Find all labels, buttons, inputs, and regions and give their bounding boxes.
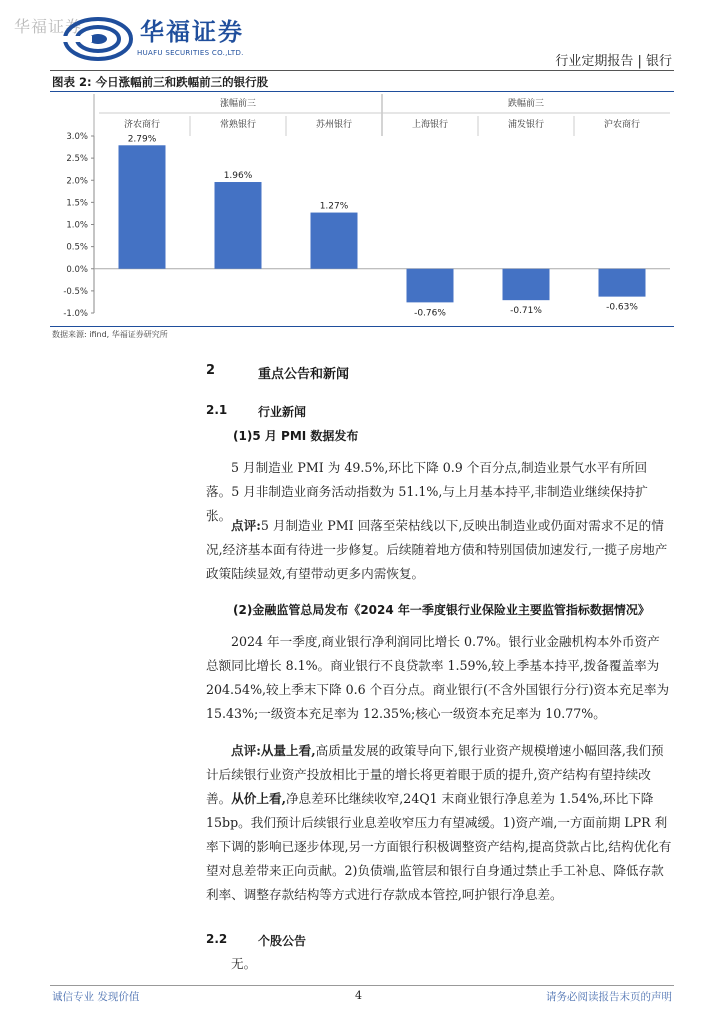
bar [119,145,166,268]
y-tick-label: 2.0% [66,176,88,187]
category-label: 沪农商行 [603,120,641,130]
y-tick-label: 0.5% [66,242,88,253]
comment-emphasis: 从量上看, [260,743,316,758]
y-tick-label: -0.5% [63,286,88,297]
footer-slogan: 诚信专业 发现价值 [52,991,140,1003]
category-label: 浦发银行 [507,120,545,130]
subsection-title: 行业新闻 [258,405,307,419]
y-tick-label: 0.0% [66,264,88,275]
footer-divider [50,985,674,986]
bar [503,269,550,300]
bar [407,269,454,303]
comment-emphasis: 从价上看, [231,791,286,806]
group-label: 跌幅前三 [507,99,545,109]
section-number: 2 [206,363,216,378]
subsection-number: 2.2 [206,932,228,946]
header-divider [50,70,674,71]
comment-paragraph [206,739,672,907]
figure-bottom-rule [50,326,674,327]
subsection-number: 2.1 [206,403,228,417]
category-label: 苏州银行 [315,120,353,130]
news-paragraph: 2024 年一季度,商业银行净利润同比增长 0.7%。银行业金融机构本外币资产总额同比增长 8.1%。商业银行不良贷款率 1.59%,较上季基本持平,拨备覆盖率为 204.54%,较上季末下降 0.6 个百分点。商业银行(不含外国银行分行)资本充足率为 15.43%;一级资本充足率为 12.35%;核心一级资本充足率为 10.77%。 [206,634,670,721]
subsection-title: 个股公告 [258,934,307,948]
document-type: 行业定期报告 | 银行 [555,54,672,69]
data-label: 2.79% [127,134,157,145]
stock-announcement-text: 无。 [231,956,257,971]
figure-title: 图表 2: 今日涨幅前三和跌幅前三的银行股 [52,75,269,89]
y-tick-label: 2.5% [66,154,88,165]
news-paragraph: 5 月制造业 PMI 为 49.5%,环比下降 0.9 个百分点,制造业景气水平有所回落。5 月非制造业商务活动指数为 51.1%,与上月基本持平,非制造业继续保持扩张。 [206,460,648,523]
data-label: 1.96% [223,171,253,182]
bar [599,269,646,297]
company-logo-icon [62,16,134,62]
category-label: 济农商行 [123,120,161,130]
data-label: -0.71% [510,306,542,317]
page-number: 4 [355,989,362,1002]
comment-text: 净息差环比继续收窄,24Q1 末商业银行净息差为 1.54%,环比下降 15bp。我们预计后续银行业息差收窄压力有望减缓。1)资产端,一方面前期 LPR 利率下调的影响已逐步体现,另一方面银行积极调整资产结构,提高贷款占比,结构优化有望对息差带来正向贡献。2)负债端,监管层和银行自身通过禁止手工补息、降低存款利率、调整存款结构等方式进行存款成本管控,呵护银行净息差。 [206,791,672,902]
data-label: -0.63% [606,302,638,313]
y-tick-label: 1.0% [66,220,88,231]
bar [215,182,262,269]
bar [311,213,358,269]
comment-label: 点评: [231,743,261,758]
data-label: 1.27% [319,201,349,212]
logo-english-text: HUAFU SECURITIES CO.,LTD. [137,49,244,57]
logo-text: 华福证券 [140,18,244,46]
data-label: -0.76% [414,308,446,319]
y-tick-label: 1.5% [66,198,88,209]
y-tick-label: 3.0% [66,132,88,142]
footer-disclaimer: 请务必阅读报告末页的声明 [546,991,672,1003]
comment-text: 高质量发展的政策导向下,银行业资产规模增速小幅回落,我们预计后续银行业资产投放相比于量的增长将更着眼于质的提升,资产结构有望持续改善。 [206,743,664,806]
y-tick-label: -1.0% [63,309,88,319]
section-title: 重点公告和新闻 [258,367,350,382]
news-item-title: (1)5 月 PMI 数据发布 [233,429,359,443]
bar-chart [50,92,674,326]
comment-text: 5 月制造业 PMI 回落至荣枯线以下,反映出制造业或仍面对需求不足的情况,经济基本面有待进一步修复。后续随着地方债和特别国债加速发行,一揽子房地产政策陆续显效,有望带动更多内需恢复。 [206,518,668,581]
figure-source: 数据来源: ifind, 华福证券研究所 [52,330,168,339]
news-item-title: (2)金融监管总局发布《2024 年一季度银行业保险业主要监管指标数据情况》 [233,603,650,617]
comment-paragraph [206,514,672,586]
group-label: 涨幅前三 [219,99,257,109]
category-label: 常熟银行 [219,120,257,130]
comment-label: 点评: [231,518,261,533]
category-label: 上海银行 [411,120,449,130]
watermark: 华福证券 [14,17,83,36]
